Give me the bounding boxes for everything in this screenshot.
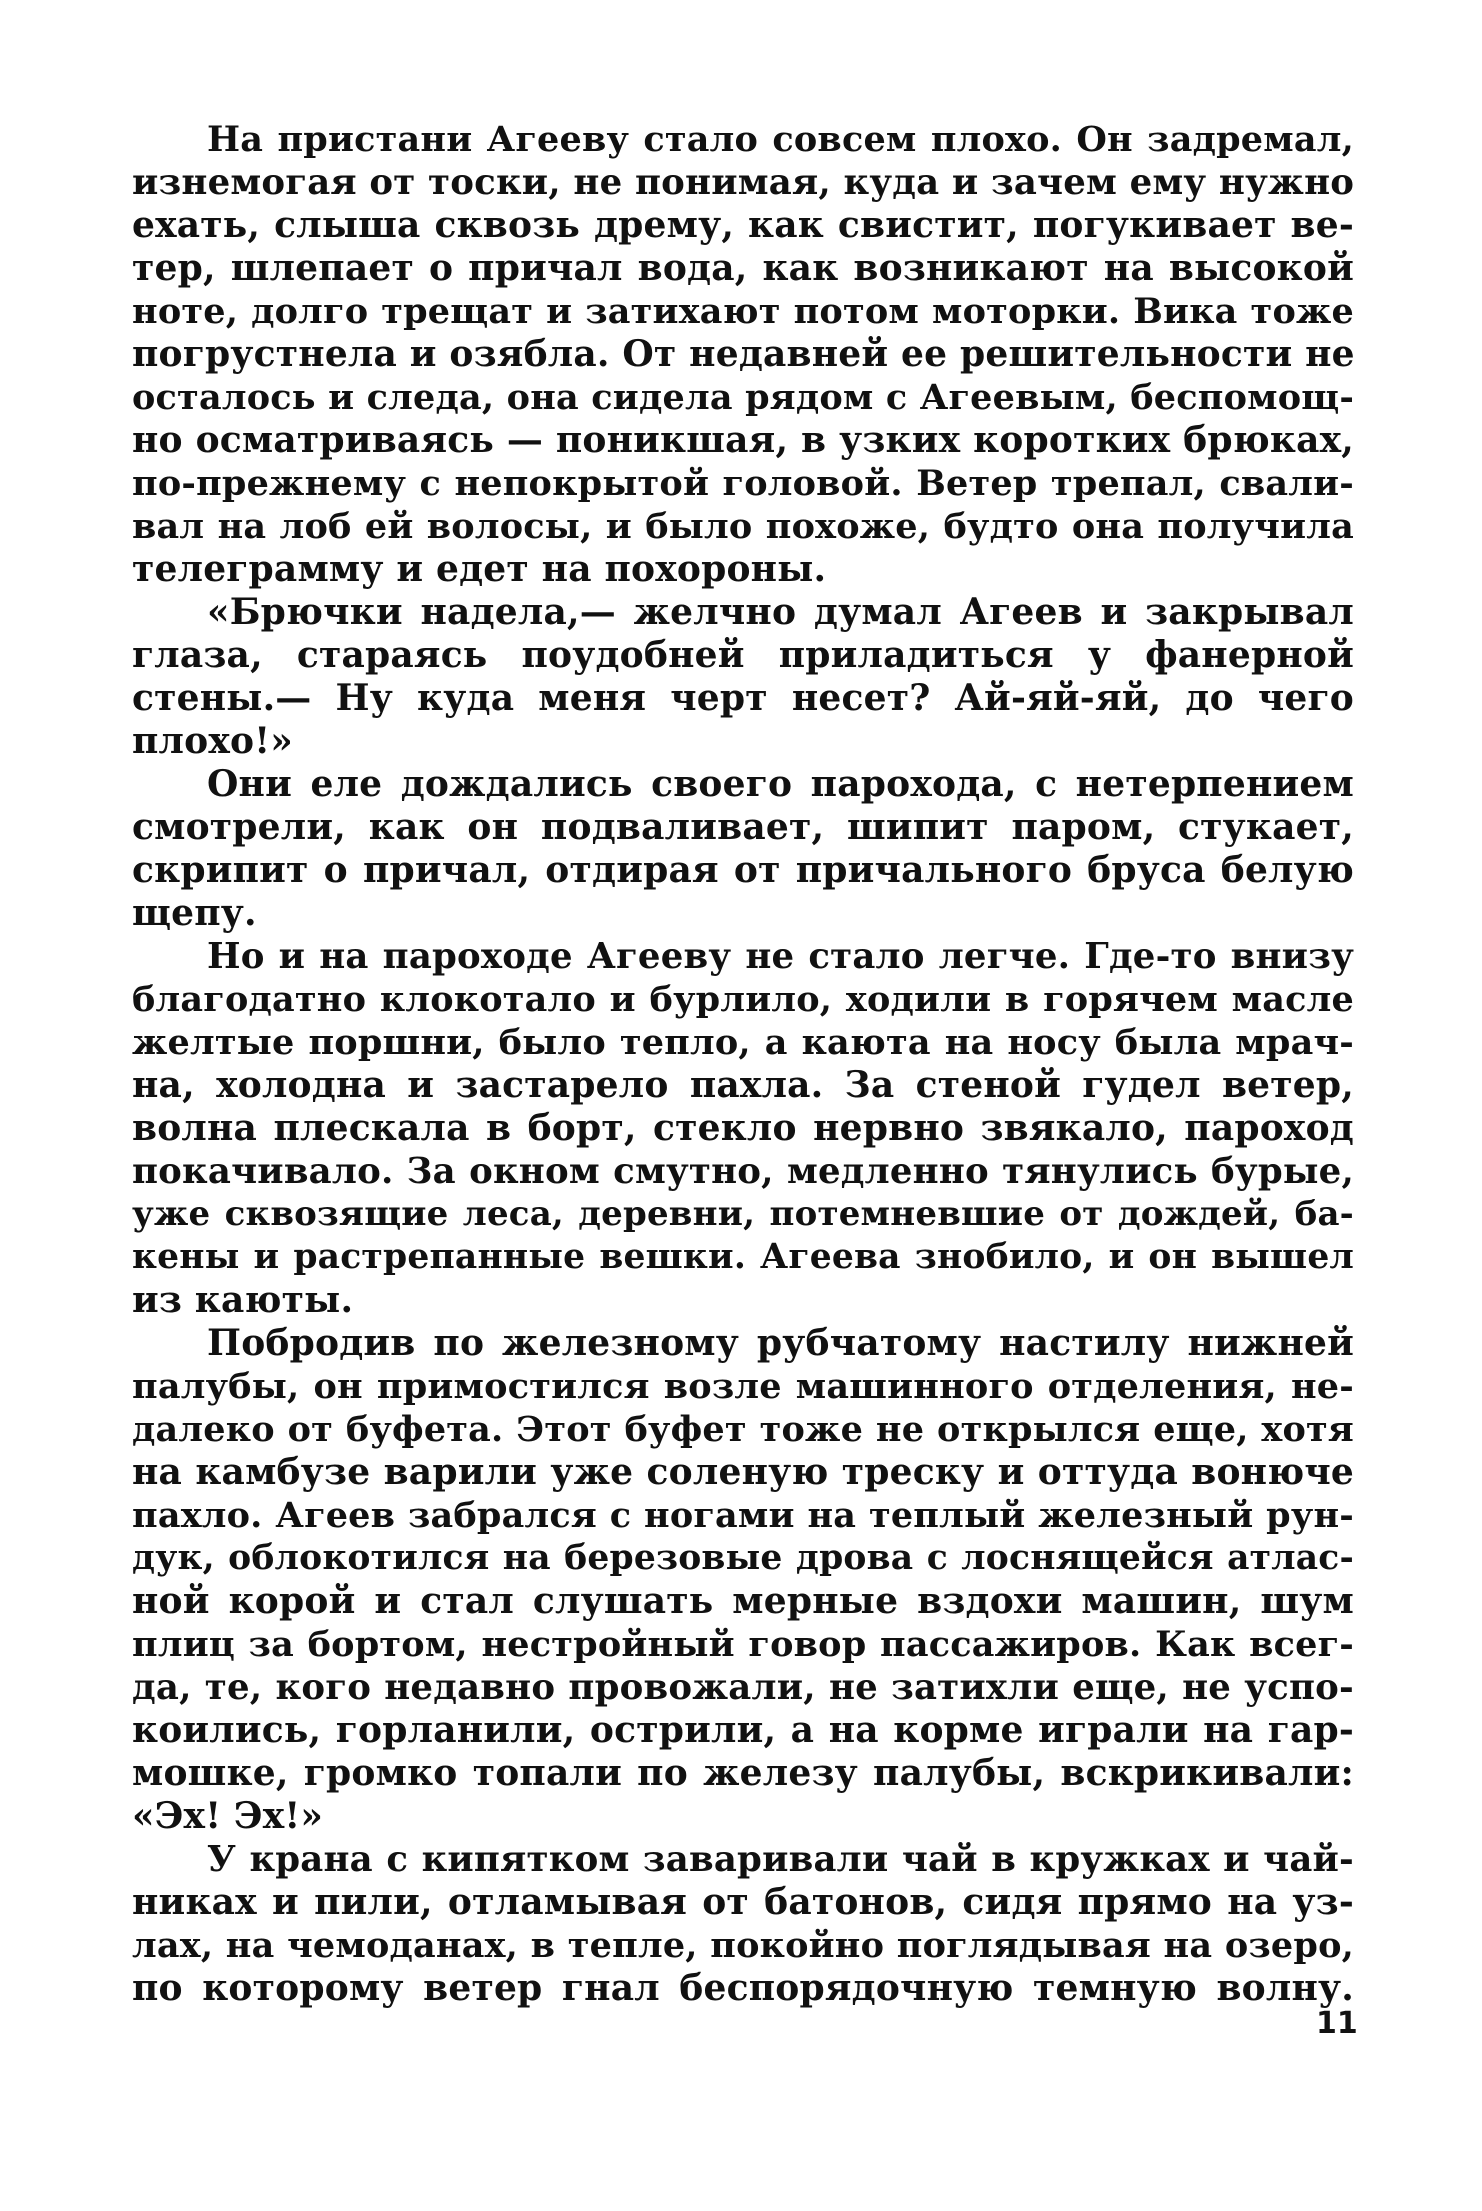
text-line: скрипит о причал, отдирая от причального бруса белую	[132, 849, 1354, 891]
text-line: осталось и следа, она сидела рядом с Агеевым, беспомощ-	[132, 377, 1355, 418]
text-line: на, холодна и застарело пахла. За стеной гудел ветер,	[132, 1064, 1354, 1106]
text-line: У крана с кипятком заваривали чай в кружках и чай-	[207, 1839, 1354, 1880]
text-line: глаза, стараясь поудобней приладиться у фанерной	[132, 634, 1354, 676]
text-line: Они еле дождались своего парохода, с нетерпением	[207, 763, 1354, 805]
paragraph	[132, 1322, 1354, 1838]
text-line: «Брючки надела,— желчно думал Агеев и закрывал	[207, 591, 1354, 633]
text-line: кены и растрепанные вешки. Агеева знобило, и он вышел	[132, 1237, 1354, 1277]
text-line: уже сквозящие леса, деревни, потемневшие от дождей, ба-	[132, 1194, 1354, 1234]
text-line: тер, шлепает о причал вода, как возникают на высокой	[132, 247, 1354, 289]
text-line: стены.— Ну куда меня черт несет? Ай-яй-яй, до чего	[132, 677, 1354, 719]
paragraph	[132, 763, 1354, 935]
text-line: Но и на пароходе Агееву не стало легче. Где-то внизу	[207, 936, 1354, 977]
paragraph	[132, 935, 1354, 1322]
text-line: но осматриваясь — поникшая, в узких коротких брюках,	[132, 419, 1354, 461]
text-line: благодатно клокотало и бурлило, ходили в горячем масле	[132, 979, 1354, 1020]
text-line: по-прежнему с непокрытой головой. Ветер трепал, свали-	[132, 463, 1354, 504]
text-line: дук, облокотился на березовые дрова с лоснящейся атлас-	[132, 1538, 1354, 1578]
text-line: никах и пили, отламывая от батонов, сидя прямо на уз-	[132, 1881, 1354, 1923]
text-line: щепу.	[132, 892, 257, 934]
text-line: смотрели, как он подваливает, шипит паром, стукает,	[132, 806, 1354, 848]
text-line: лах, на чемоданах, в тепле, покойно поглядывая на озеро,	[132, 1925, 1354, 1966]
paragraph	[132, 118, 1354, 591]
text-line: волна плескала в борт, стекло нервно звякало, пароход	[132, 1107, 1354, 1149]
text-line: пахло. Агеев забрался с ногами на теплый железный рун-	[132, 1495, 1354, 1536]
text-line: «Эх! Эх!»	[132, 1795, 324, 1837]
paragraph	[132, 591, 1354, 763]
text-line: ной корой и стал слушать мерные вздохи машин, шум	[132, 1580, 1354, 1622]
text-line: покачивало. За окном смутно, медленно тянулись бурые,	[132, 1151, 1354, 1192]
text-line: да, те, кого недавно провожали, не затихли еще, не успо-	[132, 1667, 1354, 1708]
text-line: Побродив по железному рубчатому настилу нижней	[207, 1322, 1354, 1364]
text-line: мошке, громко топали по железу палубы, вскрикивали:	[132, 1752, 1354, 1794]
book-page-text	[132, 118, 1354, 2010]
text-line: из каюты.	[132, 1279, 354, 1321]
text-line: вал на лоб ей волосы, и было похоже, будто она получила	[132, 506, 1354, 547]
text-line: на камбузе варили уже соленую треску и оттуда вонюче	[132, 1451, 1354, 1493]
text-line: телеграмму и едет на похороны.	[132, 548, 827, 590]
paragraph	[132, 1838, 1354, 2010]
text-line: по которому ветер гнал беспорядочную темную волну.	[132, 1967, 1354, 2009]
text-line: желтые поршни, было тепло, а каюта на носу была мрач-	[132, 1022, 1354, 1063]
text-line: погрустнела и озябла. От недавней ее решительности не	[132, 333, 1355, 375]
text-line: коились, горланили, острили, а на корме играли на гар-	[132, 1709, 1354, 1751]
page-number: 11	[1316, 2006, 1358, 2041]
text-line: ехать, слыша сквозь дрему, как свистит, погукивает ве-	[132, 204, 1354, 246]
text-line: На пристани Агееву стало совсем плохо. Он задремал,	[207, 119, 1354, 160]
text-line: далеко от буфета. Этот буфет тоже не открылся еще, хотя	[132, 1409, 1354, 1450]
text-line: ноте, долго трещат и затихают потом моторки. Вика тоже	[132, 291, 1354, 332]
text-line: изнемогая от тоски, не понимая, куда и зачем ему нужно	[132, 162, 1355, 203]
text-line: палубы, он примостился возле машинного отделения, не-	[132, 1366, 1354, 1407]
text-line: плиц за бортом, нестройный говор пассажиров. Как всег-	[132, 1624, 1354, 1665]
text-line: плохо!»	[132, 720, 293, 762]
